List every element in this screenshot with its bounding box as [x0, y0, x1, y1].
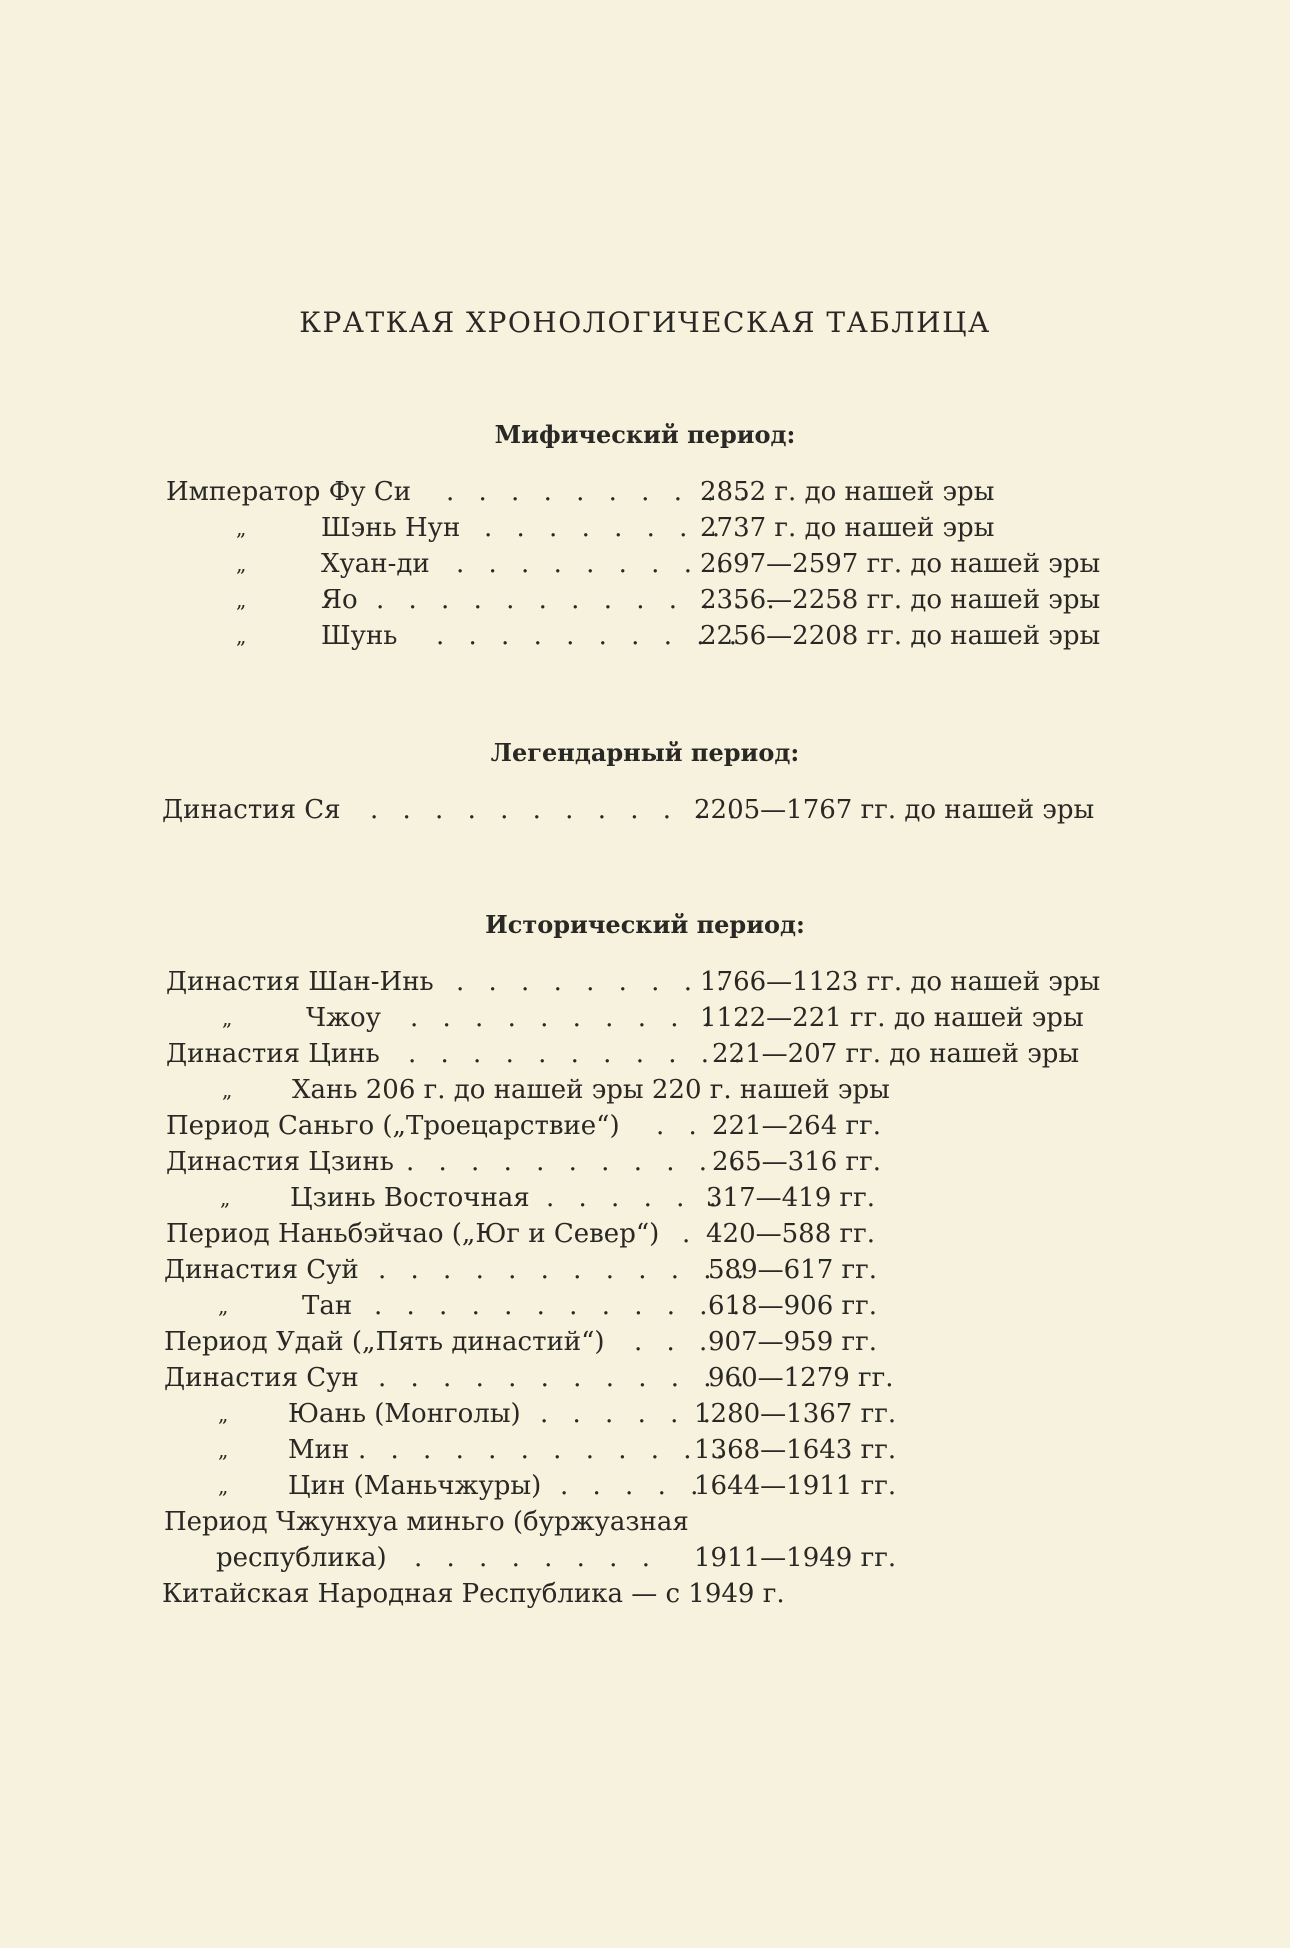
- leader-dots: . . . . . . . . . . .: [406, 1147, 748, 1177]
- table-row: [166, 546, 1126, 582]
- table-row: [166, 618, 1126, 654]
- table-row: [164, 1504, 1124, 1540]
- date-range: 2852 г. до нашей эры: [700, 477, 995, 507]
- table-row: [166, 1216, 1126, 1252]
- table-row: [166, 474, 1066, 510]
- table-row: [166, 1072, 1126, 1108]
- ditto-mark: „: [220, 1186, 231, 1210]
- ruler-name: Цин (Маньчжуры): [288, 1471, 542, 1501]
- ruler-name: Тан: [302, 1291, 353, 1321]
- leader-dots: . . . . . . . . .: [456, 967, 733, 997]
- leader-dots: . . . . . . . . . . . .: [378, 1363, 753, 1393]
- ruler-name: Чжоу: [306, 1003, 381, 1033]
- table-row: [166, 1180, 1126, 1216]
- ruler-name: Период Чжунхуа миньго (буржуазная: [164, 1507, 689, 1537]
- table-row: [166, 1000, 1126, 1036]
- table-row: [164, 1252, 1124, 1288]
- ruler-name: Шэнь Нун: [321, 513, 461, 543]
- date-range: 265—316 гг.: [712, 1147, 882, 1177]
- section-heading-historical: Исторический период:: [485, 910, 805, 939]
- ditto-mark: „: [236, 624, 247, 648]
- leader-dots: . . . . . . . . . .: [446, 477, 756, 507]
- table-row: [164, 1360, 1124, 1396]
- date-range: 589—617 гг.: [708, 1255, 878, 1285]
- ditto-mark: „: [236, 588, 247, 612]
- ditto-mark: „: [218, 1474, 229, 1498]
- leader-dots: . .: [656, 1111, 705, 1141]
- leader-dots: . . . . . . . . . .: [436, 621, 746, 651]
- ruler-name: Император Фу Си: [166, 477, 412, 507]
- date-range: 2356—2258 гг. до нашей эры: [700, 585, 1101, 615]
- ditto-mark: „: [218, 1294, 229, 1318]
- date-range: 2697—2597 гг. до нашей эры: [700, 549, 1101, 579]
- leader-dots: . . . . . . . . . . .: [408, 1039, 750, 1069]
- date-range: 1644—1911 гг.: [694, 1471, 897, 1501]
- date-range: 221—207 гг. до нашей эры: [712, 1039, 1080, 1069]
- date-range: 907—959 гг.: [708, 1327, 878, 1357]
- ruler-name: Китайская Народная Республика — с 1949 г.: [162, 1579, 785, 1609]
- date-range: 1911—1949 гг.: [694, 1543, 897, 1573]
- table-row: [166, 964, 1126, 1000]
- leader-dots: . . . . . . . . . . . .: [378, 1255, 753, 1285]
- ruler-name: Период Саньго („Троецарствие“): [166, 1111, 620, 1141]
- ruler-name: Хуан-ди: [321, 549, 430, 579]
- ruler-name: Династия Цинь: [166, 1039, 380, 1069]
- table-row: [166, 510, 1066, 546]
- leader-dots: . . .: [634, 1327, 716, 1357]
- date-range: 317—419 гг.: [706, 1183, 876, 1213]
- ruler-name: Династия Суй: [164, 1255, 359, 1285]
- ruler-name: Яо: [321, 585, 358, 615]
- date-range: 1766—1123 гг. до нашей эры: [700, 967, 1101, 997]
- date-range: 960—1279 гг.: [708, 1363, 894, 1393]
- leader-dots: . . . . . . . . . . . . .: [376, 585, 783, 615]
- date-range: 1368—1643 гг.: [694, 1435, 897, 1465]
- table-row: [164, 1540, 1124, 1576]
- ruler-name: Династия Цзинь: [166, 1147, 394, 1177]
- leader-dots: . . . . . . . . . . . .: [358, 1435, 733, 1465]
- leader-dots: . . . . . .: [546, 1183, 725, 1213]
- leader-dots: . . . . . . . .: [484, 513, 728, 543]
- leader-dots: . . . . . . . . . . . .: [370, 795, 745, 825]
- ditto-mark: „: [236, 516, 247, 540]
- ruler-name: Династия Ся: [162, 795, 341, 825]
- table-row: [164, 1396, 1124, 1432]
- date-range: 2737 г. до нашей эры: [700, 513, 995, 543]
- table-row: [164, 1324, 1124, 1360]
- ruler-name: Династия Сун: [164, 1363, 359, 1393]
- table-row: [166, 1108, 1126, 1144]
- date-range: 420—588 гг.: [706, 1219, 876, 1249]
- ruler-name: Период Наньбэйчао („Юг и Север“): [166, 1219, 660, 1249]
- ruler-name: республика): [216, 1543, 387, 1573]
- section-heading-mythical: Мифический период:: [494, 420, 796, 449]
- ditto-mark: „: [218, 1402, 229, 1426]
- table-row: [166, 1036, 1126, 1072]
- leader-dots: .: [682, 1219, 699, 1249]
- table-row: [164, 1468, 1124, 1504]
- leader-dots: . . . . . .: [540, 1399, 719, 1429]
- ditto-mark: „: [236, 552, 247, 576]
- date-range: 2256—2208 гг. до нашей эры: [700, 621, 1101, 651]
- ruler-name: Хань 206 г. до нашей эры 220 г. нашей эры: [292, 1075, 890, 1105]
- table-row: [162, 792, 1122, 828]
- ruler-name: Шунь: [321, 621, 398, 651]
- leader-dots: . . . . . . . . . . . .: [374, 1291, 749, 1321]
- ditto-mark: „: [222, 1006, 233, 1030]
- ruler-name: Юань (Монголы): [288, 1399, 521, 1429]
- ruler-name: Цзинь Восточная: [290, 1183, 530, 1213]
- date-range: 618—906 гг.: [708, 1291, 878, 1321]
- leader-dots: . . . . . . . .: [414, 1543, 658, 1573]
- ruler-name: Династия Шан-Инь: [166, 967, 434, 997]
- table-row: [166, 1144, 1126, 1180]
- leader-dots: . . . . . . . . . . .: [410, 1003, 752, 1033]
- ruler-name: Период Удай („Пять династий“): [164, 1327, 605, 1357]
- ruler-name: Мин: [288, 1435, 350, 1465]
- ditto-mark: „: [218, 1438, 229, 1462]
- table-row: [164, 1432, 1124, 1468]
- table-row: [166, 582, 1126, 618]
- date-range: 221—264 гг.: [712, 1111, 882, 1141]
- leader-dots: . . . . .: [560, 1471, 707, 1501]
- page-title: КРАТКАЯ ХРОНОЛОГИЧЕСКАЯ ТАБЛИЦА: [299, 306, 991, 339]
- date-range: 1280—1367 гг.: [694, 1399, 897, 1429]
- ditto-mark: „: [222, 1078, 233, 1102]
- table-row: [164, 1288, 1124, 1324]
- date-range: 2205—1767 гг. до нашей эры: [694, 795, 1095, 825]
- section-heading-legendary: Легендарный период:: [490, 738, 800, 767]
- table-row: [162, 1576, 1122, 1612]
- leader-dots: . . . . . . . . .: [456, 549, 733, 579]
- date-range: 1122—221 гг. до нашей эры: [700, 1003, 1084, 1033]
